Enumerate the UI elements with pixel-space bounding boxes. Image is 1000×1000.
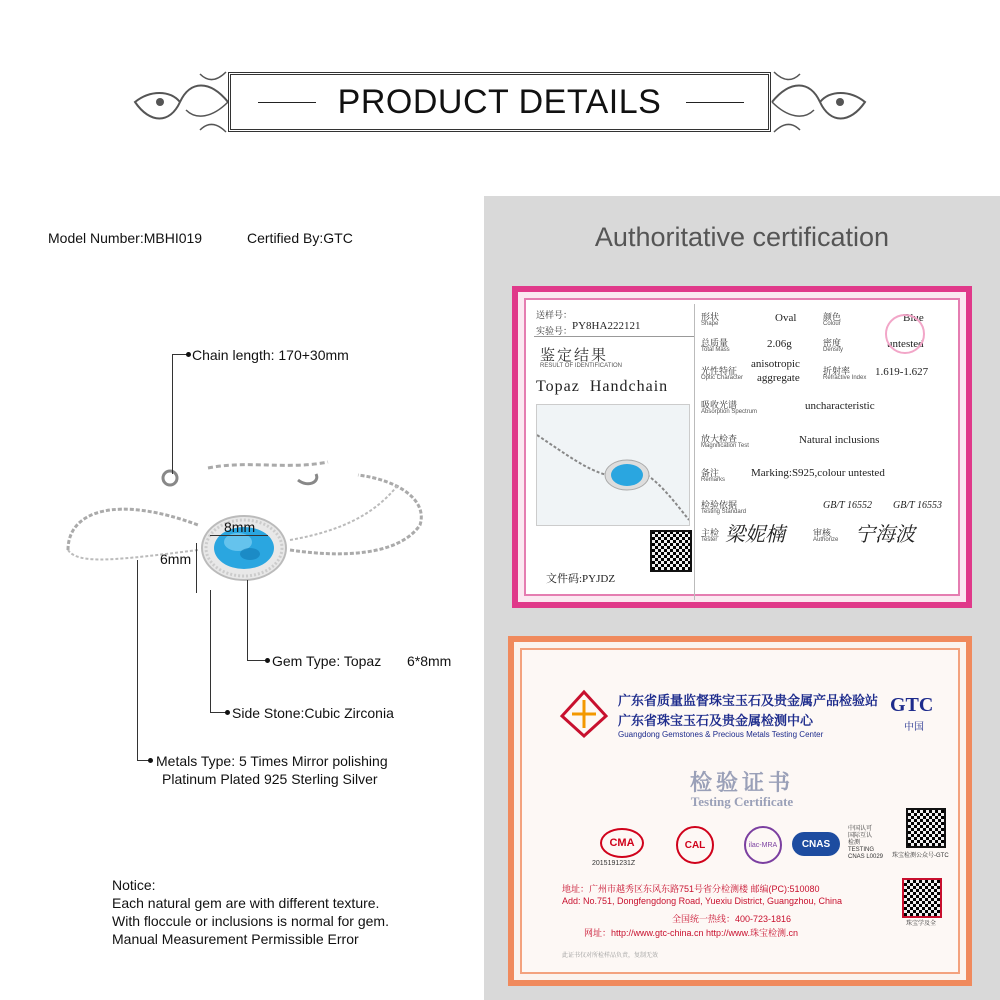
certified-by: Certified By:GTC (247, 230, 353, 246)
side-stone-callout-tick (210, 712, 226, 713)
notice-line-1: Each natural gem are with different texture. (112, 895, 380, 911)
cert1-mass-value: 2.06g (767, 338, 792, 350)
height-dimension-line (196, 543, 197, 593)
cert1-registered-mark-icon (885, 314, 925, 354)
cert2-cnas-text: 中国认可 国际互认 检测 TESTING CNAS L0029 (848, 826, 884, 860)
cert1-sample-no-label: 送样号： (536, 310, 573, 320)
gem-size-label: 6*8mm (407, 653, 452, 669)
chain-length-label: Chain length: 170+30mm (192, 347, 349, 363)
cert2-hotline: 全国统一热线：400-723-1816 (672, 914, 792, 924)
left-ornament-icon (130, 60, 230, 144)
cert2-qr-code-2-icon (902, 878, 942, 918)
metals-callout-dot (148, 758, 153, 763)
cert1-tester-signature: 梁妮楠 (725, 524, 785, 546)
cert1-ri-label-en: Refractive Index (823, 375, 867, 381)
cert1-result-subtitle: RESULT OF IDENTIFICATION (540, 363, 623, 369)
cert1-optic-value-1: anisotropic (751, 358, 800, 370)
cert1-authorize-label: 审核 (813, 528, 832, 538)
cert1-lab-no-label: 实验号： (536, 326, 573, 336)
cert1-absorption-label-en: Absorption Spectrum (701, 409, 758, 415)
cert2-title-cn: 检验证书 (689, 770, 794, 795)
testing-certificate (508, 636, 972, 986)
height-label: 6mm (160, 551, 192, 567)
cert1-density-label-en: Density (823, 347, 844, 353)
side-stone-callout-line (210, 590, 211, 713)
cert2-footer-note: 此证书仅对所检样品负责，复制无效 (562, 953, 659, 959)
cert1-ri-value: 1.619-1.627 (875, 366, 929, 378)
metals-type-label: Metals Type: 5 Times Mirror polishing (156, 753, 388, 769)
notice-line-2: With floccule or inclusions is normal for gem. (112, 913, 389, 929)
cert1-mass-label: 总质量 (701, 338, 729, 348)
gem-callout-line (247, 580, 248, 660)
cert2-cnas-mark: CNAS (792, 832, 840, 856)
gem-callout-tick (247, 660, 267, 661)
cert2-cma-mark: CMA (600, 828, 644, 858)
cert1-magnification-value: Natural inclusions (799, 434, 880, 446)
chain-callout-dot (186, 352, 191, 357)
cert1-item-name: Topaz Handchain (536, 378, 669, 395)
cert1-inner-frame (524, 298, 960, 596)
metals-plating-label: Platinum Plated 925 Sterling Silver (162, 771, 378, 787)
width-dimension-line (210, 535, 268, 536)
cert1-absorption-value: uncharacteristic (805, 400, 875, 412)
certification-heading: Authoritative certification (594, 222, 890, 252)
cert1-file-no: 文件码:PYJDZ (546, 573, 616, 585)
cert2-org-logo-icon (558, 688, 610, 740)
cert2-brand: GTC (890, 694, 934, 716)
cert2-title-en: Testing Certificate (690, 794, 794, 809)
cert1-remarks-value: Marking:S925,colour untested (751, 467, 885, 479)
cert1-ri-label: 折射率 (823, 366, 851, 376)
cert1-shape-label: 形状 (701, 312, 720, 322)
gem-callout-dot (265, 658, 270, 663)
cert1-qr-code-icon (650, 530, 692, 572)
cert2-country: 中国 (904, 722, 924, 733)
cert1-basis-label: 检验依据 (701, 500, 738, 510)
cert1-optic-label-en: Optic Character (701, 375, 744, 381)
cert2-inner-frame (520, 648, 960, 974)
cert1-mass-label-en: Total Mass (701, 347, 730, 353)
cert1-density-value: untested (887, 338, 924, 350)
gem-type-label: Gem Type: Topaz (272, 653, 382, 669)
cert2-qr-code-icon (906, 808, 946, 848)
cert2-org-name-en: Guangdong Gemstones & Precious Metals Testing Center (618, 730, 824, 739)
cert2-cal-mark: CAL (676, 826, 714, 864)
cert1-remarks-label: 备注 (701, 468, 720, 478)
notice-block (112, 876, 389, 948)
cert1-photo (536, 404, 690, 526)
header-banner (0, 0, 1000, 200)
cert1-shape-label-en: Shape (701, 321, 719, 327)
identification-certificate (512, 286, 972, 608)
cert1-authorize-signature: 宁海波 (855, 524, 915, 546)
cert2-ilac-mark: ilac-MRA (744, 826, 782, 864)
side-stone-label: Side Stone:Cubic Zirconia (232, 705, 394, 721)
cert1-result-title: 鉴定结果 (540, 348, 609, 364)
right-ornament-icon (770, 60, 870, 144)
cert2-address-en: Add: No.751, Dongfengdong Road, Yuexiu District, Guangzhou, China (562, 896, 843, 906)
cert1-optic-label: 光性特征 (701, 366, 738, 376)
cert1-colour-label-en: Colour (823, 321, 841, 327)
cert1-rule-1 (534, 336, 694, 337)
cert1-tester-label-en: Tester (701, 537, 718, 543)
side-stone-callout-dot (225, 710, 230, 715)
cert1-basis-value-1: GB/T 16552 (823, 500, 872, 511)
cert2-cma-number: 2015191231Z (592, 860, 636, 867)
cert1-colour-value: Blue (903, 312, 924, 324)
cert1-magnification-label: 放大检查 (701, 434, 738, 444)
width-label: 8mm (224, 519, 256, 535)
cert1-bracelet-photo-icon (537, 405, 689, 525)
cert1-colour-label: 颜色 (823, 312, 842, 322)
cert2-address-cn: 地址：广州市越秀区东风东路751号省分检测楼 邮编(PC):510080 (562, 884, 820, 894)
cert1-basis-label-en: Testing Standard (701, 509, 747, 515)
metals-callout-line (137, 560, 138, 760)
cert1-authorize-label-en: Authorize (813, 537, 839, 543)
cert2-qr-label: 珠宝检测公众号-GTC (892, 853, 949, 859)
cert2-qr-2-label: 珠宝学及全 (906, 921, 937, 927)
bracelet-image (58, 440, 458, 590)
page-title: PRODUCT DETAILS (337, 82, 662, 121)
model-number: Model Number:MBHI019 (48, 230, 203, 246)
notice-line-3: Manual Measurement Permissible Error (112, 931, 359, 947)
cert1-shape-value: Oval (775, 312, 797, 324)
cert1-details-table (694, 304, 971, 600)
cert1-density-label: 密度 (823, 338, 842, 348)
cert1-optic-value-2: aggregate (757, 372, 800, 384)
cert1-absorption-label: 吸收光谱 (701, 400, 738, 410)
cert1-tester-label: 主检 (701, 528, 720, 538)
notice-title: Notice: (112, 877, 156, 893)
cert2-org-name-1: 广东省质量监督珠宝玉石及贵金属产品检验站 (618, 693, 879, 708)
cert2-org-name-2: 广东省珠宝玉石及贵金属检测中心 (618, 713, 814, 728)
cert2-website: 网址：http://www.gtc-china.cn http://www.珠宝检测.cn (584, 928, 799, 938)
cert1-basis-value-2: GB/T 16553 (893, 500, 942, 511)
cert1-magnification-label-en: Magnification Test (701, 443, 749, 449)
cert1-lab-no: PY8HA222121 (572, 320, 641, 332)
chain-callout-line (172, 354, 173, 474)
cert1-remarks-label-en: Remarks (701, 477, 726, 483)
